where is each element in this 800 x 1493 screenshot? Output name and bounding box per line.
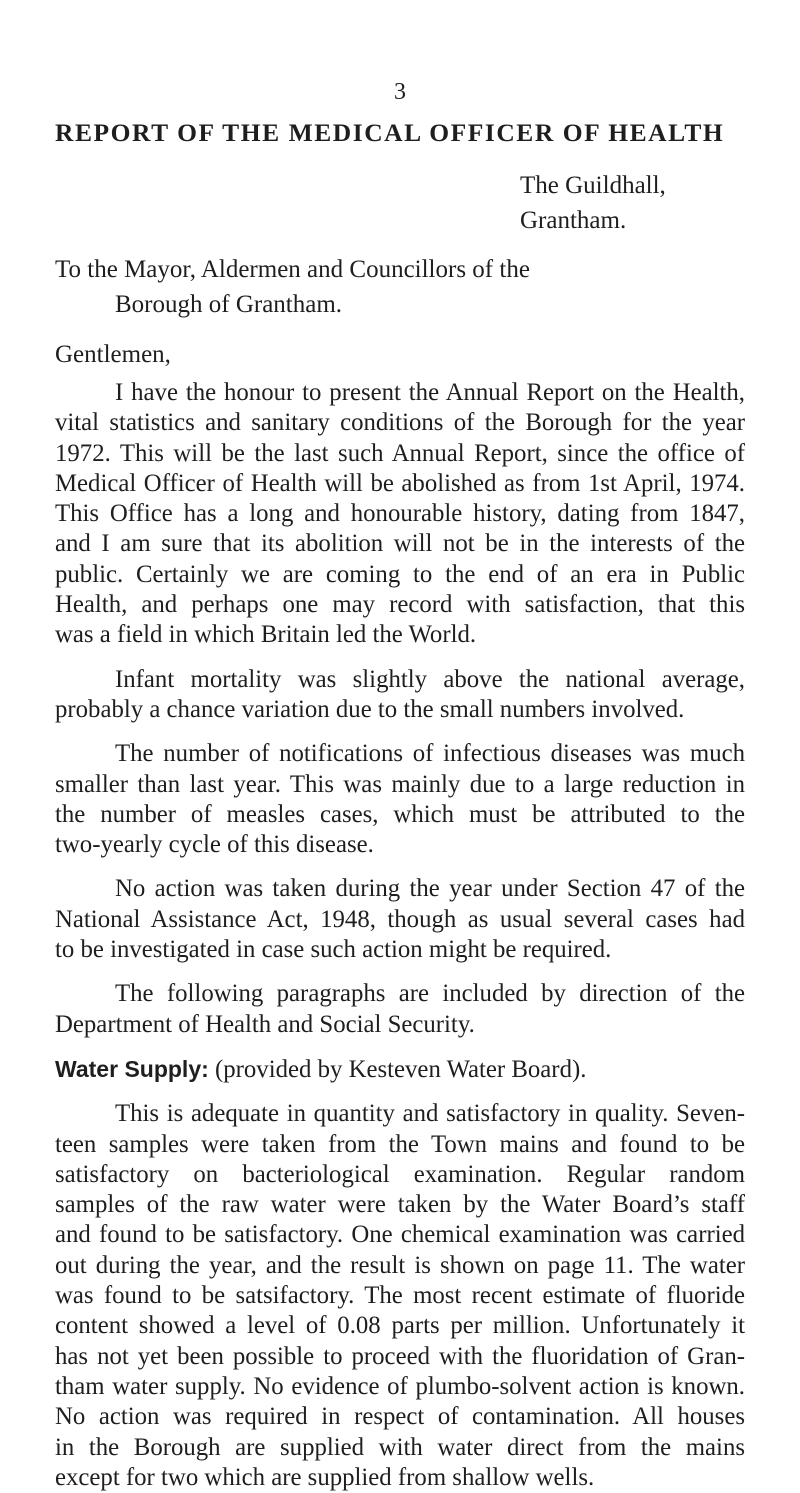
text-line: No action was required in respect of contamination. All houses: [55, 1403, 745, 1431]
paragraph-introduction: [55, 378, 745, 651]
report-title: REPORT OF THE MEDICAL OFFICER OF HEALTH: [55, 118, 725, 147]
text-line: samples of the raw water were taken by the Water Board’s staff: [55, 1191, 745, 1219]
text-line: smaller than last year. This was mainly due to a large reduction in: [55, 770, 745, 798]
paragraph-water-supply: [55, 1099, 745, 1493]
paragraph-national-assistance: [55, 874, 745, 965]
text-line: This is adequate in quantity and satisfactory in quality. Seven-: [115, 1100, 745, 1128]
text-line: This Office has a long and honourable history, dating from 1847,: [55, 500, 745, 528]
text-line: was a field in which Britain led the World.: [55, 621, 477, 649]
text-line: to be investigated in case such action might be required.: [55, 936, 612, 964]
text-line: was found to be satsifactory. The most recent estimate of fluoride: [55, 1282, 745, 1310]
text-line: National Assistance Act, 1948, though as usual several cases had: [55, 905, 745, 933]
addressee-block: [55, 252, 530, 322]
text-line: The following paragraphs are included by direction of the: [115, 980, 745, 1008]
text-line: Health, and perhaps one may record with satisfaction, that this: [55, 591, 745, 619]
text-line: Infant mortality was slightly above the national average,: [115, 665, 745, 693]
text-line: No action was taken during the year under Section 47 of the: [115, 875, 745, 903]
paragraph-direction: [55, 979, 745, 1040]
addressee-line-2: Borough of Grantham.: [115, 291, 343, 318]
text-line: and found to be satisfactory. One chemical examination was carried: [55, 1221, 745, 1249]
text-line: tham water supply. No evidence of plumbo-solvent action is known.: [55, 1372, 745, 1400]
text-line: and I am sure that its abolition will not be in the interests of the: [55, 530, 745, 558]
address-line-1: The Guildhall,: [520, 172, 666, 199]
text-line: probably a chance variation due to the small numbers involved.: [55, 695, 685, 723]
text-line: 1972. This will be the last such Annual Report, since the office of: [55, 439, 745, 467]
text-line: two-yearly cycle of this disease.: [55, 831, 374, 859]
text-line: in the Borough are supplied with water direct from the mains: [55, 1433, 745, 1461]
text-line: out during the year, and the result is shown on page 11. The water: [55, 1251, 745, 1279]
text-line: the number of measles cases, which must be attributed to the: [55, 800, 745, 828]
text-line: The number of notifications of infectious diseases was much: [115, 740, 745, 768]
text-line: I have the honour to present the Annual Report on the Health,: [115, 379, 745, 406]
report-body: [55, 378, 745, 1493]
text-line: public. Certainly we are coming to the end of an era in Public: [55, 560, 745, 588]
section-heading: Water Supply:: [55, 1055, 209, 1082]
water-supply-heading: [55, 1054, 745, 1085]
text-line: except for two which are supplied from shallow wells.: [55, 1463, 595, 1491]
address-line-2: Grantham.: [520, 207, 627, 234]
page-number: 3: [394, 79, 406, 105]
sender-address: [520, 168, 780, 238]
greeting: Gentlemen,: [55, 341, 171, 368]
paragraph-infant-mortality: [55, 665, 745, 726]
text-line: has not yet been possible to proceed with the fluoridation of Gran-: [55, 1342, 745, 1370]
addressee-line-1: To the Mayor, Aldermen and Councillors of the: [55, 256, 530, 283]
text-line: vital statistics and sanitary conditions of the Borough for the year: [55, 409, 745, 437]
text-line: Department of Health and Social Security.: [55, 1010, 475, 1038]
text-line: satisfactory on bacteriological examination. Regular random: [55, 1160, 745, 1188]
section-heading-note: (provided by Kesteven Water Board).: [208, 1055, 587, 1083]
paragraph-infectious-diseases: [55, 739, 745, 860]
text-line: teen samples were taken from the Town mains and found to be: [55, 1130, 745, 1158]
text-line: Medical Officer of Health will be abolished as from 1st April, 1974.: [55, 469, 745, 497]
text-line: content showed a level of 0.08 parts per million. Unfortunately it: [55, 1312, 745, 1340]
